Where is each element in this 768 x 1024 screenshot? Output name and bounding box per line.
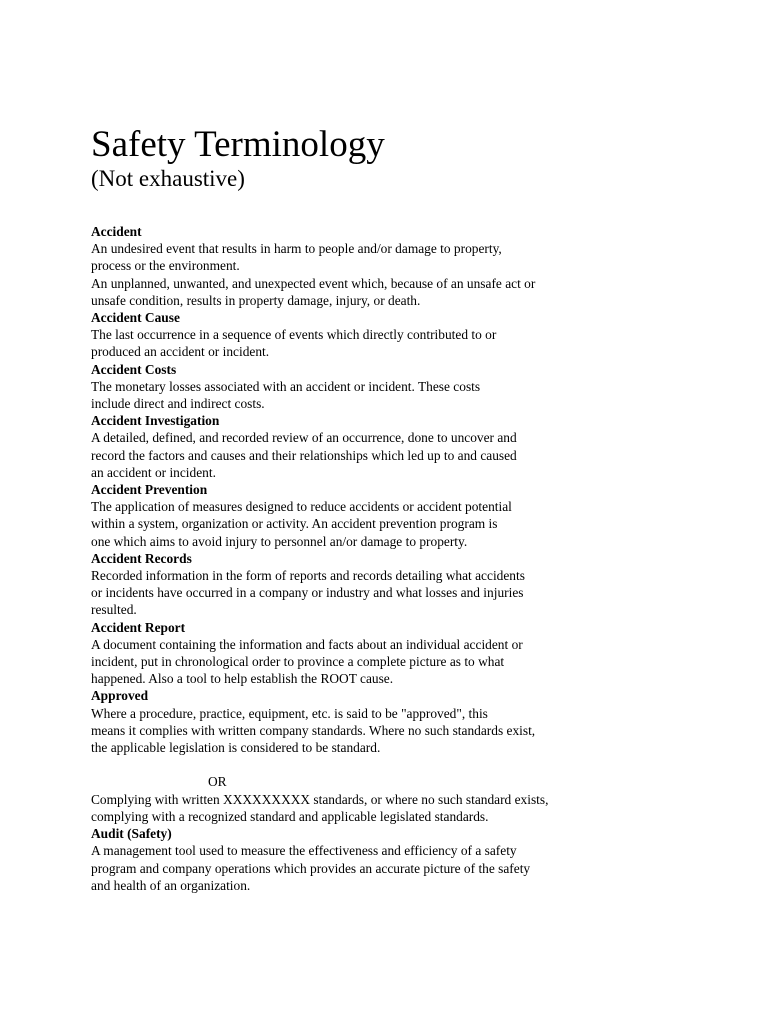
definition-line: process or the environment. <box>91 258 240 274</box>
definition-line: Complying with written XXXXXXXXX standards, or where no such standard exists, <box>91 791 549 807</box>
glossary-entry-audit-safety <box>91 825 731 894</box>
definition-line: Where a procedure, practice, equipment, etc. is said to be "approved", this <box>91 705 488 721</box>
page-title: Safety Terminology <box>91 124 385 165</box>
glossary-entry-accident-cause <box>91 309 731 361</box>
term-heading: Accident Investigation <box>91 413 220 429</box>
document-page <box>91 124 731 894</box>
definition-line: A management tool used to measure the effectiveness and efficiency of a safety <box>91 843 517 859</box>
term-heading: Accident Costs <box>91 361 177 377</box>
glossary-entry-approved <box>91 687 731 825</box>
definition-line: An undesired event that results in harm to people and/or damage to property, <box>91 241 502 257</box>
term-heading: Accident <box>91 224 142 239</box>
definition-line: A detailed, defined, and recorded review of an occurrence, done to uncover and <box>91 430 517 446</box>
definition-line: unsafe condition, results in property damage, injury, or death. <box>91 292 421 308</box>
definition-line: resulted. <box>91 602 137 618</box>
definition-line: incident, put in chronological order to province a complete picture as to what <box>91 654 505 670</box>
term-heading: Approved <box>91 688 149 704</box>
term-heading: Audit (Safety) <box>91 826 172 842</box>
or-separator: OR <box>208 774 227 790</box>
term-heading: Accident Cause <box>91 310 180 326</box>
definition-line: produced an accident or incident. <box>91 344 270 360</box>
definition-line: Recorded information in the form of reports and records detailing what accidents <box>91 568 525 584</box>
glossary-entry-accident-costs <box>91 361 731 413</box>
definition-line: include direct and indirect costs. <box>91 396 265 412</box>
definition-line: complying with a recognized standard and applicable legislated standards. <box>91 808 489 824</box>
definition-line: A document containing the information and facts about an individual accident or <box>91 636 523 652</box>
definition-line: means it complies with written company standards. Where no such standards exist, <box>91 722 536 738</box>
glossary-entry-accident-records <box>91 550 731 619</box>
term-heading: Accident Report <box>91 619 186 635</box>
glossary-entry-accident-report <box>91 619 731 688</box>
definition-line: or incidents have occurred in a company or industry and what losses and injuries <box>91 585 524 601</box>
page-subtitle: (Not exhaustive) <box>91 166 245 191</box>
definition-line: the applicable legislation is considered to be standard. <box>91 740 381 756</box>
definition-line: The monetary losses associated with an accident or incident. These costs <box>91 378 481 394</box>
definition-line: program and company operations which provides an accurate picture of the safety <box>91 860 531 876</box>
definition-line: one which aims to avoid injury to personnel an/or damage to property. <box>91 533 468 549</box>
glossary-entry-accident-prevention <box>91 481 731 550</box>
definition-line: happened. Also a tool to help establish the ROOT cause. <box>91 671 394 687</box>
definition-line: within a system, organization or activity. An accident prevention program is <box>91 516 498 532</box>
blank-line <box>91 756 731 773</box>
definition-line: An unplanned, unwanted, and unexpected event which, because of an unsafe act or <box>91 275 536 291</box>
definition-line: an accident or incident. <box>91 464 216 480</box>
definition-line: The last occurrence in a sequence of events which directly contributed to or <box>91 327 497 343</box>
definition-line: record the factors and causes and their relationships which led up to and caused <box>91 447 517 463</box>
glossary-entry-accident-investigation <box>91 412 731 481</box>
term-heading: Accident Records <box>91 550 192 566</box>
definition-line: and health of an organization. <box>91 877 251 893</box>
definition-line: The application of measures designed to reduce accidents or accident potential <box>91 499 512 515</box>
term-heading: Accident Prevention <box>91 482 208 498</box>
glossary-entry-accident <box>91 223 731 309</box>
